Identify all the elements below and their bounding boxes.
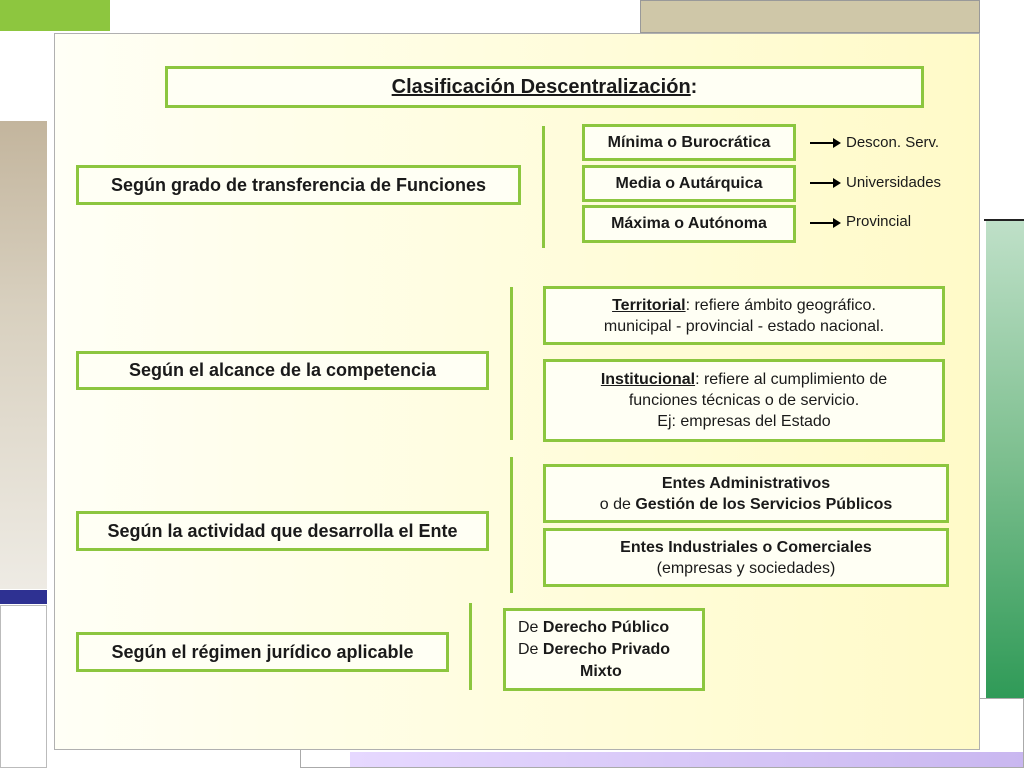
frame-block-green-top (0, 0, 110, 31)
title-box: Clasificación Descentralización: (165, 66, 924, 108)
entes-industriales-box: Entes Industriales o Comerciales (empresas y sociedades) (543, 528, 949, 587)
row1-arrow-text: Universidades (846, 174, 942, 191)
arrow-icon (810, 182, 834, 184)
arrow-icon (810, 142, 834, 144)
frame-outline-left (0, 605, 47, 768)
row1-item-box: Máxima o Autónoma (582, 205, 796, 243)
row3-category-box (76, 511, 489, 551)
frame-block-green-right (986, 221, 1024, 699)
row1-arrow-text: Descon. Serv. (846, 134, 940, 151)
frame-block-tan-top (640, 0, 980, 33)
frame-block-tan-left (0, 121, 47, 589)
territorial-box: Territorial: refiere ámbito geográfico. municipal - provincial - estado nacional. (543, 286, 945, 345)
row2-category-box (76, 351, 489, 390)
row4-label: Según el régimen jurídico aplicable (111, 641, 414, 662)
row4-category-box (76, 632, 449, 672)
row2-label: Según el alcance de la competencia (128, 360, 437, 380)
row1-bracket (542, 126, 545, 248)
row4-bracket (469, 603, 472, 690)
frame-line-right (984, 219, 1024, 221)
regimen-box: De Derecho Público De Derecho Privado Mixto (503, 608, 705, 691)
frame-block-blue-left (0, 590, 47, 604)
row1-arrow-text: Provincial (846, 213, 912, 230)
institucional-box: Institucional: refiere al cumplimiento de funciones técnicas o de servicio. Ej: empresas del Estado (543, 359, 945, 442)
row3-label: Según la actividad que desarrolla el Ente (107, 520, 458, 541)
entes-administrativos-box: Entes Administrativos o de Gestión de los Servicios Públicos (543, 464, 949, 523)
row3-bracket (510, 457, 513, 593)
row1-item-box: Mínima o Burocrática (582, 124, 796, 161)
row1-label: Según grado de transferencia de Funciones (110, 174, 487, 195)
arrow-icon (810, 222, 834, 224)
row1-category-box (76, 165, 521, 205)
page-title: Clasificación Descentralización (391, 75, 691, 98)
row1-item-box: Media o Autárquica (582, 165, 796, 202)
row2-bracket (510, 287, 513, 440)
